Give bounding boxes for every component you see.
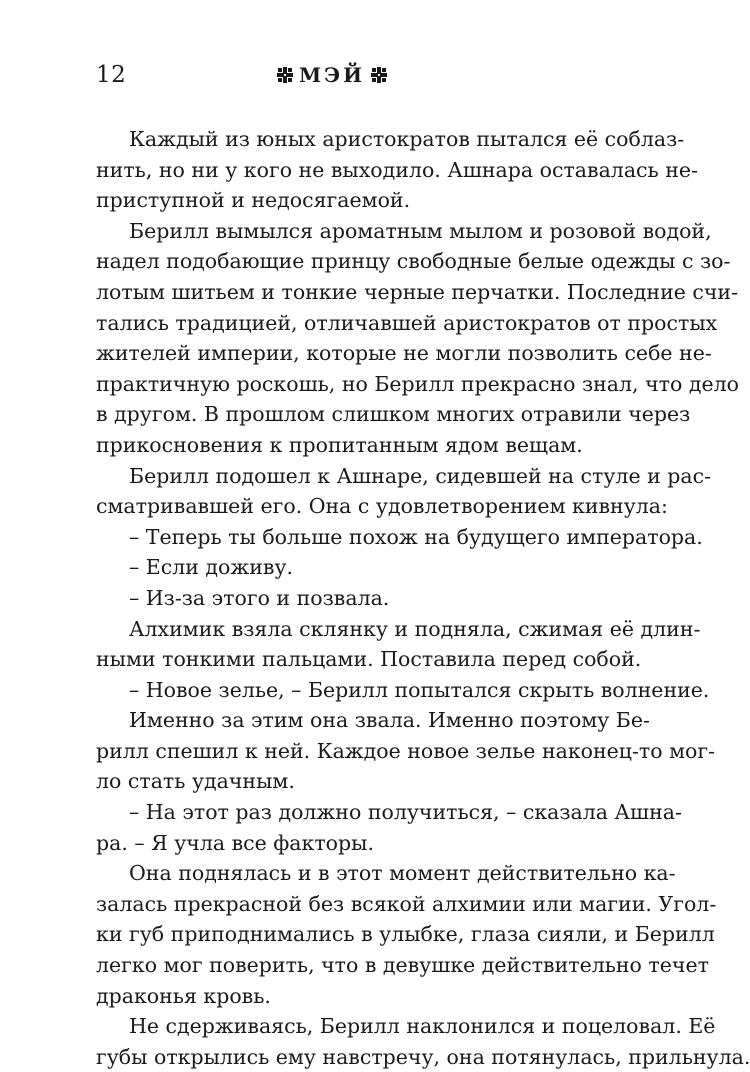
text-line: надел подобающие принцу свободные белые одежды с зо- (96, 249, 731, 274)
paragraph (96, 461, 712, 522)
paragraph (96, 797, 682, 858)
paragraph (96, 522, 703, 553)
text-line: практичную роскошь, но Берилл прекрасно знал, что дело (96, 371, 739, 396)
cross-ornament-icon (277, 67, 293, 83)
text-line: в другом. В прошлом слишком многих отравили через (96, 402, 691, 427)
paragraph (96, 552, 596, 583)
text-line: Алхимик взяла склянку и подняла, сжимая её длин- (129, 616, 701, 641)
page-number: 12 (96, 62, 127, 88)
text-line: жителей империи, которые не могли позволить себе не- (96, 341, 712, 366)
cross-ornament-icon (371, 67, 387, 83)
text-line: драконья кровь. (96, 983, 271, 1008)
text-line: Берилл подошел к Ашнаре, сидевшей на стуле и рас- (129, 463, 712, 488)
text-line: ными тонкими пальцами. Поставила перед собой. (96, 647, 642, 672)
paragraph (96, 614, 701, 675)
text-line: ки губ приподнимались в улыбке, глаза сияли, и Берилл (96, 922, 715, 947)
body-text (96, 124, 750, 1072)
paragraph (96, 583, 596, 614)
text-line: Каждый из юных аристократов пытался её соблаз- (129, 127, 685, 151)
text-line: сматривавшей его. Она с удовлетворением кивнула: (96, 494, 668, 519)
text-line: – На этот раз должно получиться, – сказала Ашна- (129, 800, 682, 825)
text-line: легко мог поверить, что в девушке действительно течет (96, 953, 709, 978)
text-line: Она поднялась и в этот момент действительно ка- (129, 861, 676, 886)
text-line: Именно за этим она звала. Именно поэтому Бе- (129, 708, 650, 733)
paragraph (96, 216, 739, 461)
text-line: Не сдерживаясь, Берилл наклонился и поцеловал. Её (129, 1014, 716, 1039)
paragraph (96, 858, 717, 1011)
paragraph (96, 1011, 750, 1072)
text-line: губы открылись ему навстречу, она потянулась, прильнула. (96, 1044, 750, 1069)
text-line: ра. – Я учла все факторы. (96, 830, 374, 855)
running-head (0, 60, 664, 90)
text-line: Берилл вымылся ароматным мылом и розовой водой, (129, 218, 712, 243)
text-line: – Новое зелье, – Берилл попытался скрыть волнение. (129, 677, 710, 702)
text-line: прикосновения к пропитанным ядом вещам. (96, 432, 583, 457)
text-line: лотым шитьем и тонкие черные перчатки. Последние счи- (96, 279, 739, 304)
text-line: – Если доживу. (129, 555, 294, 580)
text-line: – Теперь ты больше похож на будущего императора. (129, 524, 703, 549)
text-line: – Из-за этого и позвала. (129, 585, 390, 610)
text-line: приступной и недосягаемой. (96, 188, 411, 213)
paragraph (96, 705, 716, 797)
text-line: ло стать удачным. (96, 769, 295, 794)
paragraph (96, 124, 698, 216)
text-line: рилл спешил к ней. Каждое новое зелье наконец-то мог- (96, 738, 716, 763)
text-line: тались традицией, отличавшей аристократов от простых (96, 310, 718, 335)
running-title: МЭЙ (299, 63, 365, 87)
text-line: нить, но ни у кого не выходило. Ашнара оставалась не- (96, 157, 698, 182)
paragraph (96, 675, 710, 706)
text-line: залась прекрасной без всякой алхимии или магии. Угол- (96, 891, 717, 916)
